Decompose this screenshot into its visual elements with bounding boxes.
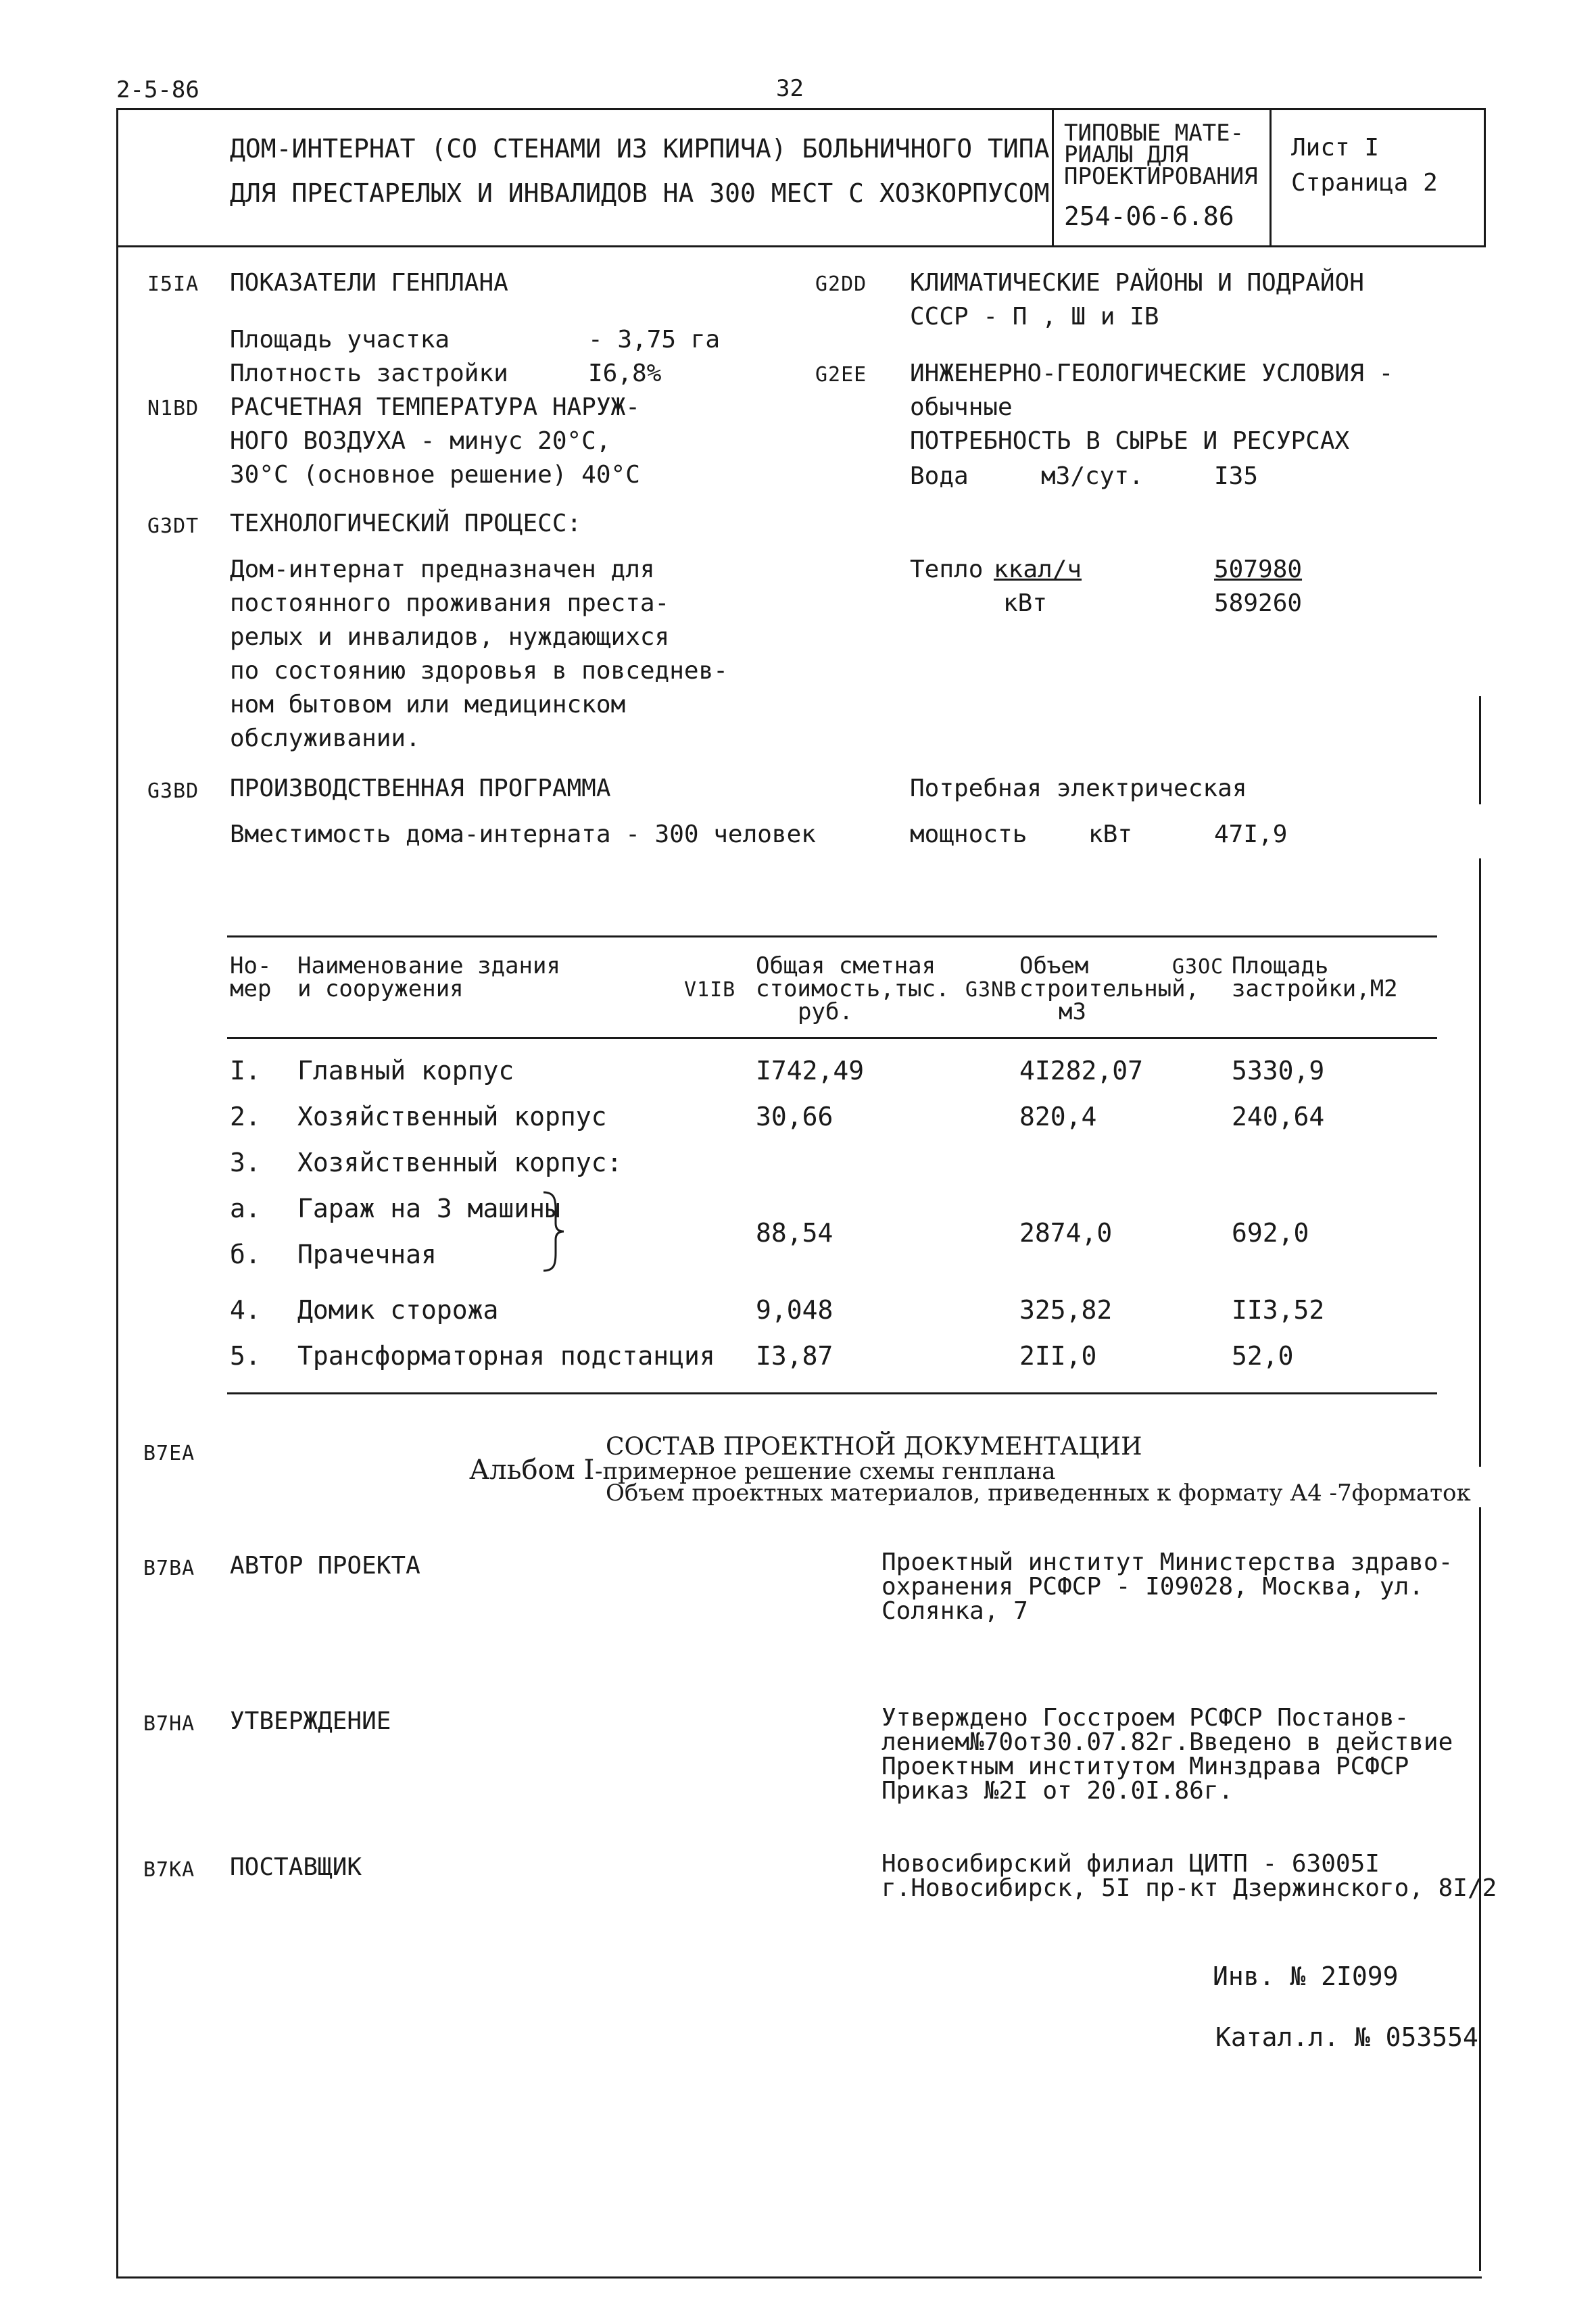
- power-unit: кВт: [1088, 821, 1133, 848]
- album-label: Альбом I: [469, 1455, 595, 1486]
- table-row-1-name: Главный корпус: [297, 1056, 514, 1086]
- supplier-line1: Новосибирский филиал ЦИТП - 63005I: [881, 1850, 1380, 1878]
- heat-unit-kw: кВт: [1003, 589, 1048, 617]
- table-row-4-num: 4.: [230, 1295, 261, 1325]
- table-row-3a-name: Гараж на 3 машины: [297, 1194, 560, 1223]
- process-title: ТЕХНОЛОГИЧЕСКИЙ ПРОЦЕСС:: [230, 510, 582, 537]
- code-g3dt: G3DT: [147, 514, 199, 538]
- composition-title: СОСТАВ ПРОЕКТНОЙ ДОКУМЕНТАЦИИ: [606, 1433, 1142, 1461]
- resources-title: ПОТРЕБНОСТЬ В СЫРЬЕ И РЕСУРСАХ: [910, 427, 1350, 455]
- group-volume: 2874,0: [1019, 1218, 1113, 1248]
- table-row-5-volume: 2II,0: [1019, 1341, 1097, 1371]
- water-label: Вода: [910, 462, 969, 490]
- geo-line1: ИНЖЕНЕРНО-ГЕОЛОГИЧЕСКИЕ УСЛОВИЯ -: [910, 360, 1394, 387]
- density-label: Плотность застройки: [230, 360, 508, 387]
- table-top-rule: [227, 935, 1437, 937]
- code-b7ba: B7BA: [143, 1557, 195, 1580]
- code-b7ea: B7EA: [143, 1442, 195, 1465]
- code-b7ha: B7HA: [143, 1712, 195, 1736]
- code-i5ia: I5IA: [147, 272, 199, 296]
- table-row-2-num: 2.: [230, 1102, 261, 1131]
- table-header-volume-1: Объем: [1019, 952, 1089, 979]
- process-line5: ном бытовом или медицинском: [230, 691, 626, 718]
- area-label: Площадь участка: [230, 326, 450, 354]
- program-title: ПРОИЗВОДСТВЕННАЯ ПРОГРАММА: [230, 775, 611, 802]
- approval-line2: лением№70от30.07.82г.Введено в действие: [881, 1728, 1453, 1756]
- approval-label: УТВЕРЖДЕНИЕ: [230, 1707, 391, 1735]
- table-header-volume-3: м3: [1059, 998, 1086, 1025]
- table-header-rule: [227, 1037, 1437, 1039]
- table-row-3-num: 3.: [230, 1148, 261, 1177]
- approval-line3: Проектным институтом Минздрава РСФСР: [881, 1753, 1409, 1780]
- table-row-4-cost: 9,048: [756, 1295, 833, 1325]
- code-g3bd: G3BD: [147, 779, 199, 803]
- table-row-1-volume: 4I282,07: [1019, 1056, 1144, 1086]
- author-label: АВТОР ПРОЕКТА: [230, 1552, 420, 1580]
- table-header-num-1: Но-: [230, 952, 272, 979]
- album-description: -примерное решение схемы генплана: [595, 1458, 1056, 1485]
- heat-unit-kcal: ккал/ч: [994, 556, 1082, 583]
- process-line1: Дом-интернат предназначен для: [230, 556, 655, 583]
- climate-line1: КЛИМАТИЧЕСКИЕ РАЙОНЫ И ПОДРАЙОН: [910, 269, 1364, 297]
- group-brace: [541, 1190, 568, 1273]
- header-divider-2: [1269, 108, 1272, 247]
- sheet-number: Лист I: [1291, 134, 1380, 162]
- series-line2: РИАЛЫ ДЛЯ: [1064, 141, 1189, 168]
- process-line3: релых и инвалидов, нуждающихся: [230, 623, 670, 651]
- series-line3: ПРОЕКТИРОВАНИЯ: [1064, 163, 1258, 190]
- author-line1: Проектный институт Министерства здраво-: [881, 1549, 1453, 1576]
- document-title-line1: ДОМ-ИНТЕРНАТ (СО СТЕНАМИ ИЗ КИРПИЧА) БОЛЬНИЧНОГО ТИПА: [230, 134, 1050, 164]
- heat-label: Тепло: [910, 556, 984, 583]
- heat-value-kcal: 507980: [1214, 556, 1303, 583]
- supplier-label: ПОСТАВЩИК: [230, 1853, 362, 1881]
- page-number: 32: [776, 75, 804, 102]
- capacity-text: Вместимость дома-интерната - 300 человек: [230, 821, 816, 848]
- code-g3nb: G3NB: [965, 978, 1017, 1002]
- table-header-area-2: застройки,М2: [1232, 975, 1398, 1002]
- table-header-cost-1: Общая сметная: [756, 952, 936, 979]
- table-bottom-rule: [227, 1392, 1437, 1394]
- code-g3oc: G3OC: [1172, 955, 1224, 979]
- area-value: - 3,75 га: [588, 326, 721, 354]
- approval-line1: Утверждено Госстроем РСФСР Постанов-: [881, 1704, 1409, 1732]
- table-row-1-num: I.: [230, 1056, 261, 1086]
- table-row-5-num: 5.: [230, 1341, 261, 1371]
- power-value: 47I,9: [1214, 821, 1288, 848]
- bottom-border: [116, 2276, 1482, 2279]
- geo-line2: обычные: [910, 393, 1013, 421]
- table-row-5-name: Трансформаторная подстанция: [297, 1341, 715, 1371]
- table-row-1-area: 5330,9: [1232, 1056, 1325, 1086]
- margin-mark-1: [1479, 696, 1481, 804]
- group-area: 692,0: [1232, 1218, 1309, 1248]
- author-line2: охранения РСФСР - I09028, Москва, ул.: [881, 1573, 1424, 1601]
- density-value: I6,8%: [588, 360, 662, 387]
- supplier-line2: г.Новосибирск, 5I пр-кт Дзержинского, 8I/2: [881, 1874, 1497, 1902]
- temp-line2: НОГО ВОЗДУХА - минус 20°С,: [230, 427, 611, 455]
- heat-value-kw: 589260: [1214, 589, 1303, 617]
- code-g2dd: G2DD: [815, 272, 867, 296]
- table-row-1-cost: I742,49: [756, 1056, 865, 1086]
- date-mark: 2-5-86: [116, 76, 199, 103]
- document-title-line2: ДЛЯ ПРЕСТАРЕЛЫХ И ИНВАЛИДОВ НА 300 МЕСТ С ХОЗКОРПУСОМ: [230, 178, 1050, 208]
- table-row-3-name: Хозяйственный корпус:: [297, 1148, 623, 1177]
- table-row-2-volume: 820,4: [1019, 1102, 1097, 1131]
- header-divider-1: [1052, 108, 1054, 247]
- water-unit: м3/сут.: [1041, 462, 1144, 490]
- table-header-area-1: Площадь: [1232, 952, 1329, 979]
- table-header-volume-2: строительный,: [1019, 975, 1200, 1002]
- table-header-cost-3: руб.: [798, 998, 853, 1025]
- table-row-2-area: 240,64: [1232, 1102, 1325, 1131]
- genplan-title: ПОКАЗАТЕЛИ ГЕНПЛАНА: [230, 269, 508, 297]
- code-n1bd: N1BD: [147, 397, 199, 420]
- table-row-3b-name: Прачечная: [297, 1240, 437, 1269]
- power-label: мощность: [910, 821, 1027, 848]
- code-v1ib: V1IB: [684, 978, 736, 1002]
- series-line1: ТИПОВЫЕ МАТЕ-: [1064, 120, 1244, 147]
- author-line3: Солянка, 7: [881, 1597, 1028, 1625]
- power-line1: Потребная электрическая: [910, 775, 1247, 802]
- table-row-4-name: Домик сторожа: [297, 1295, 499, 1325]
- code-g2ee: G2EE: [815, 363, 867, 387]
- table-row-4-area: II3,52: [1232, 1295, 1325, 1325]
- catalog-number: Катал.л. № 053554: [1215, 2022, 1478, 2052]
- water-value: I35: [1214, 462, 1259, 490]
- group-cost: 88,54: [756, 1218, 833, 1248]
- code-b7ka: B7KA: [143, 1858, 195, 1882]
- temp-line3: 30°С (основное решение) 40°С: [230, 461, 640, 489]
- page-label: Страница 2: [1291, 169, 1438, 197]
- climate-line2: СССР - П , Ш и IВ: [910, 303, 1159, 331]
- table-header-cost-2: стоимость,тыс.: [756, 975, 950, 1002]
- table-row-4-volume: 325,82: [1019, 1295, 1113, 1325]
- table-row-2-name: Хозяйственный корпус: [297, 1102, 607, 1131]
- table-header-name-2: и сооружения: [297, 975, 464, 1002]
- table-row-5-area: 52,0: [1232, 1341, 1294, 1371]
- table-header-num-2: мер: [230, 975, 272, 1002]
- inventory-number: Инв. № 2I099: [1213, 1961, 1399, 1991]
- temp-line1: РАСЧЕТНАЯ ТЕМПЕРАТУРА НАРУЖ-: [230, 393, 640, 421]
- table-row-3a-num: а.: [230, 1194, 261, 1223]
- approval-line4: Приказ №2I от 20.0I.86г.: [881, 1777, 1234, 1805]
- process-line6: обслуживании.: [230, 725, 420, 752]
- process-line2: постоянного проживания преста-: [230, 589, 670, 617]
- table-row-2-cost: 30,66: [756, 1102, 833, 1131]
- margin-mark-2: [1479, 858, 1481, 1467]
- left-border: [116, 243, 118, 2279]
- process-line4: по состоянию здоровья в повседнев-: [230, 657, 728, 685]
- table-header-name-1: Наименование здания: [297, 952, 560, 979]
- documents-volume: Объем проектных материалов, приведенных к формату А4 -7форматок: [606, 1480, 1471, 1507]
- table-row-5-cost: I3,87: [756, 1341, 833, 1371]
- series-number: 254-06-6.86: [1064, 201, 1234, 231]
- table-row-3b-num: б.: [230, 1240, 261, 1269]
